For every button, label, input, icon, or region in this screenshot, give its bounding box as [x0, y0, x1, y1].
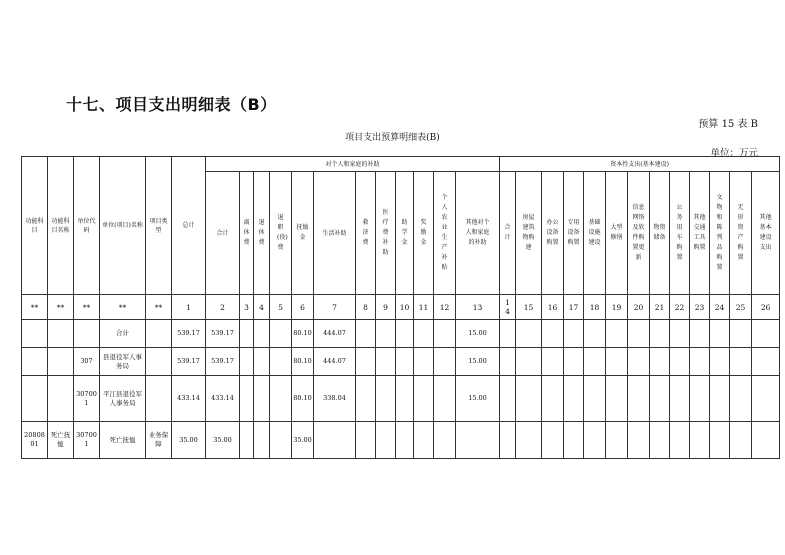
cell-p-living: 444.07 [314, 320, 356, 348]
cell-c-relic [710, 422, 730, 459]
col-c-car [670, 172, 690, 295]
col-p-grant-label: 助学金 [401, 219, 408, 246]
col-p-medical [376, 172, 396, 295]
cell-p-reward [414, 376, 434, 422]
cell-func-name [48, 348, 74, 376]
cell-c-relic [710, 376, 730, 422]
cell-c-reserve [650, 376, 670, 422]
col-p-other-label: 其他对个人和家庭的补助 [465, 219, 490, 246]
cell-unit-code [74, 320, 100, 348]
col-p-tuixiu-label: 退休费 [258, 219, 265, 246]
cell-c-house [516, 376, 542, 422]
group-capital-expenditure: 资本性支出(基本建设) [500, 157, 780, 172]
cell-func-name: 死亡抚恤 [48, 422, 74, 459]
cell-p-subtotal: 433.14 [206, 376, 240, 422]
cell-c-special [564, 348, 584, 376]
cell-p-other: 15.00 [456, 376, 500, 422]
cell-p-medical [376, 376, 396, 422]
cell-p-reward [414, 320, 434, 348]
col-c-subtotal [500, 172, 516, 295]
cell-p-tuixiu [254, 320, 270, 348]
col-total: 总计 [172, 157, 206, 295]
cell-c-other [752, 320, 780, 348]
cell-p-grant [396, 376, 414, 422]
cell-p-other: 15.00 [456, 320, 500, 348]
cell-c-other [752, 348, 780, 376]
cell-c-office [542, 320, 564, 348]
cell-c-reserve [650, 320, 670, 348]
col-c-transport [690, 172, 710, 295]
cell-p-subtotal: 539.17 [206, 348, 240, 376]
col-func-name: 功能科目名称 [48, 157, 74, 295]
column-index-cell: 20 [628, 295, 650, 320]
cell-c-intangible [730, 320, 752, 348]
cell-c-info [628, 320, 650, 348]
col-p-tuizhi [270, 172, 292, 295]
cell-p-reward [414, 422, 434, 459]
column-index-cell: 4 [254, 295, 270, 320]
cell-p-retire [240, 376, 254, 422]
column-index-cell: 6 [292, 295, 314, 320]
cell-p-living [314, 422, 356, 459]
cell-c-other [752, 422, 780, 459]
page-heading: 十七、项目支出明细表（B） [66, 95, 277, 114]
column-index-cell: 10 [396, 295, 414, 320]
cell-c-infra [584, 320, 606, 348]
cell-c-car [670, 376, 690, 422]
cell-c-transport [690, 348, 710, 376]
col-p-relief [356, 172, 376, 295]
column-index-cell: ** [146, 295, 172, 320]
column-index-cell: ** [100, 295, 146, 320]
cell-p-living: 338.04 [314, 376, 356, 422]
table-row [22, 376, 780, 422]
cell-p-grant [396, 348, 414, 376]
column-index-cell: 1 4 [500, 295, 516, 320]
col-c-reserve-label: 物资储备 [653, 224, 666, 241]
cell-c-relic [710, 348, 730, 376]
column-index-cell: 22 [670, 295, 690, 320]
cell-unit-code: 307001 [74, 376, 100, 422]
cell-p-medical [376, 422, 396, 459]
cell-c-reserve [650, 348, 670, 376]
column-index-cell: 3 [240, 295, 254, 320]
header-group-row [22, 157, 780, 172]
cell-p-relief [356, 376, 376, 422]
cell-c-repair [606, 320, 628, 348]
cell-proj-type: 业务保障 [146, 422, 172, 459]
cell-p-relief [356, 348, 376, 376]
cell-p-other [456, 422, 500, 459]
col-p-retire [240, 172, 254, 295]
cell-p-retire [240, 422, 254, 459]
cell-p-tuixiu [254, 376, 270, 422]
column-index-row [22, 295, 780, 320]
cell-p-tuixiu [254, 348, 270, 376]
cell-func-name [48, 320, 74, 348]
cell-c-subtotal [500, 422, 516, 459]
cell-p-grant [396, 422, 414, 459]
col-p-subtotal: 合计 [206, 172, 240, 295]
column-index-cell: 25 [730, 295, 752, 320]
col-c-intangible-label: 无形资产购置 [737, 204, 744, 261]
col-p-farm-label: 个人农业生产补贴 [441, 194, 448, 271]
col-p-tuizhi-label: 退职(役)费 [277, 214, 288, 251]
col-project-type: 项目类型 [146, 157, 172, 295]
cell-p-relief [356, 320, 376, 348]
column-index-cell: 21 [650, 295, 670, 320]
col-p-retire-label: 离休费 [243, 219, 250, 246]
column-index-cell: ** [22, 295, 48, 320]
col-c-special [564, 172, 584, 295]
cell-c-office [542, 348, 564, 376]
cell-c-info [628, 348, 650, 376]
cell-unit-code: 307 [74, 348, 100, 376]
cell-c-special [564, 376, 584, 422]
cell-unit-name: 合计 [100, 320, 146, 348]
table-row [22, 320, 780, 348]
cell-c-intangible [730, 376, 752, 422]
column-index-cell: 11 [414, 295, 434, 320]
column-index-cell: 19 [606, 295, 628, 320]
cell-p-tuizhi [270, 320, 292, 348]
cell-func-code [22, 348, 48, 376]
cell-c-repair [606, 376, 628, 422]
col-c-info [628, 172, 650, 295]
table-row [22, 348, 780, 376]
cell-c-transport [690, 422, 710, 459]
column-index-cell: 8 [356, 295, 376, 320]
cell-c-house [516, 422, 542, 459]
cell-p-farm [434, 348, 456, 376]
col-c-subtotal-label: 合计 [504, 224, 511, 241]
cell-p-medical [376, 348, 396, 376]
cell-c-infra [584, 376, 606, 422]
col-c-reserve [650, 172, 670, 295]
cell-p-retire [240, 348, 254, 376]
column-index-cell: 17 [564, 295, 584, 320]
cell-c-car [670, 320, 690, 348]
cell-unit-name: 平江县退役军人事务局 [100, 376, 146, 422]
cell-c-repair [606, 348, 628, 376]
cell-p-subtotal: 35.00 [206, 422, 240, 459]
col-c-house-label: 房屋建筑物购建 [522, 214, 535, 251]
cell-c-reserve [650, 422, 670, 459]
col-c-other-label: 其他基本建设支出 [759, 214, 772, 251]
cell-c-car [670, 422, 690, 459]
column-index-cell: 26 [752, 295, 780, 320]
col-c-relic [710, 172, 730, 295]
col-c-info-label: 信息网络及软件购置更新 [632, 204, 645, 261]
column-index-cell: 12 [434, 295, 456, 320]
table-row [22, 422, 780, 459]
cell-func-code [22, 376, 48, 422]
cell-total: 35.00 [172, 422, 206, 459]
column-index-cell: ** [48, 295, 74, 320]
col-func-code: 功能科目 [22, 157, 48, 295]
cell-c-car [670, 348, 690, 376]
cell-p-tuixiu [254, 422, 270, 459]
cell-c-info [628, 422, 650, 459]
col-p-living: 生活补助 [314, 172, 356, 295]
group-personal-subsidy: 对个人和家庭的补助 [206, 157, 500, 172]
col-c-intangible [730, 172, 752, 295]
cell-p-medical [376, 320, 396, 348]
cell-c-transport [690, 376, 710, 422]
col-c-other [752, 172, 780, 295]
col-c-car-label: 公务用车购置 [676, 204, 683, 261]
col-p-fuxu [292, 172, 314, 295]
cell-total: 539.17 [172, 320, 206, 348]
cell-func-code: 2080801 [22, 422, 48, 459]
cell-c-info [628, 376, 650, 422]
cell-c-office [542, 422, 564, 459]
col-c-repair-label: 大型修缮 [610, 224, 623, 241]
cell-c-subtotal [500, 348, 516, 376]
col-c-relic-label: 文物和陈列品购置 [716, 194, 723, 271]
cell-total: 433.14 [172, 376, 206, 422]
column-index-cell: 9 [376, 295, 396, 320]
col-p-reward [414, 172, 434, 295]
cell-p-farm [434, 320, 456, 348]
col-unit-code: 单位代码 [74, 157, 100, 295]
column-index-cell: 13 [456, 295, 500, 320]
cell-proj-type [146, 376, 172, 422]
cell-c-repair [606, 422, 628, 459]
column-index-cell: 24 [710, 295, 730, 320]
project-expenditure-table [21, 156, 780, 459]
col-p-reward-label: 奖励金 [420, 219, 427, 246]
cell-c-office [542, 376, 564, 422]
col-c-house [516, 172, 542, 295]
cell-proj-type [146, 348, 172, 376]
cell-c-transport [690, 320, 710, 348]
cell-p-grant [396, 320, 414, 348]
cell-proj-type [146, 320, 172, 348]
cell-p-fuxu: 80.10 [292, 348, 314, 376]
cell-p-fuxu: 35.00 [292, 422, 314, 459]
column-index-cell: 18 [584, 295, 606, 320]
cell-func-code [22, 320, 48, 348]
column-index-cell: 16 [542, 295, 564, 320]
col-p-fuxu-label: 抚恤金 [296, 224, 309, 241]
cell-p-subtotal: 539.17 [206, 320, 240, 348]
col-c-office [542, 172, 564, 295]
cell-p-tuizhi [270, 422, 292, 459]
cell-p-tuizhi [270, 376, 292, 422]
cell-c-subtotal [500, 320, 516, 348]
form-number: 预算 15 表 B [698, 119, 758, 130]
cell-c-house [516, 320, 542, 348]
cell-p-fuxu: 80.10 [292, 320, 314, 348]
cell-unit-name: 县退役军人事务局 [100, 348, 146, 376]
column-index-cell: 23 [690, 295, 710, 320]
column-index-cell: ** [74, 295, 100, 320]
cell-p-other: 15.00 [456, 348, 500, 376]
cell-p-tuizhi [270, 348, 292, 376]
cell-c-intangible [730, 348, 752, 376]
table-title: 项目支出预算明细表(B) [345, 133, 440, 143]
unit-label: 单位：万元 [710, 148, 758, 159]
col-c-repair [606, 172, 628, 295]
cell-total: 539.17 [172, 348, 206, 376]
col-unit-name: 单位(项目)名称 [100, 157, 146, 295]
cell-c-other [752, 376, 780, 422]
cell-c-special [564, 422, 584, 459]
cell-p-relief [356, 422, 376, 459]
cell-p-retire [240, 320, 254, 348]
cell-func-name [48, 376, 74, 422]
col-p-relief-label: 救济费 [362, 219, 369, 246]
cell-c-house [516, 348, 542, 376]
cell-unit-code: 307001 [74, 422, 100, 459]
cell-unit-name: 死亡抚恤 [100, 422, 146, 459]
cell-c-intangible [730, 422, 752, 459]
column-index-cell: 7 [314, 295, 356, 320]
cell-p-farm [434, 376, 456, 422]
col-p-tuixiu [254, 172, 270, 295]
cell-c-infra [584, 422, 606, 459]
column-index-cell: 15 [516, 295, 542, 320]
col-c-special-label: 专用设备购置 [567, 219, 580, 246]
col-c-infra [584, 172, 606, 295]
column-index-cell: 2 [206, 295, 240, 320]
col-p-grant [396, 172, 414, 295]
cell-p-farm [434, 422, 456, 459]
cell-p-reward [414, 348, 434, 376]
cell-c-special [564, 320, 584, 348]
col-c-infra-label: 基础设施建设 [588, 219, 601, 246]
cell-c-infra [584, 348, 606, 376]
cell-c-subtotal [500, 376, 516, 422]
col-p-other [456, 172, 500, 295]
col-c-office-label: 办公设备购置 [546, 219, 559, 246]
column-index-cell: 5 [270, 295, 292, 320]
cell-c-relic [710, 320, 730, 348]
col-p-medical-label: 医疗费补助 [382, 209, 389, 256]
cell-p-living: 444.07 [314, 348, 356, 376]
col-p-farm [434, 172, 456, 295]
cell-p-fuxu: 80.10 [292, 376, 314, 422]
col-c-transport-label: 其他交通工具购置 [693, 214, 706, 251]
column-index-cell: 1 [172, 295, 206, 320]
